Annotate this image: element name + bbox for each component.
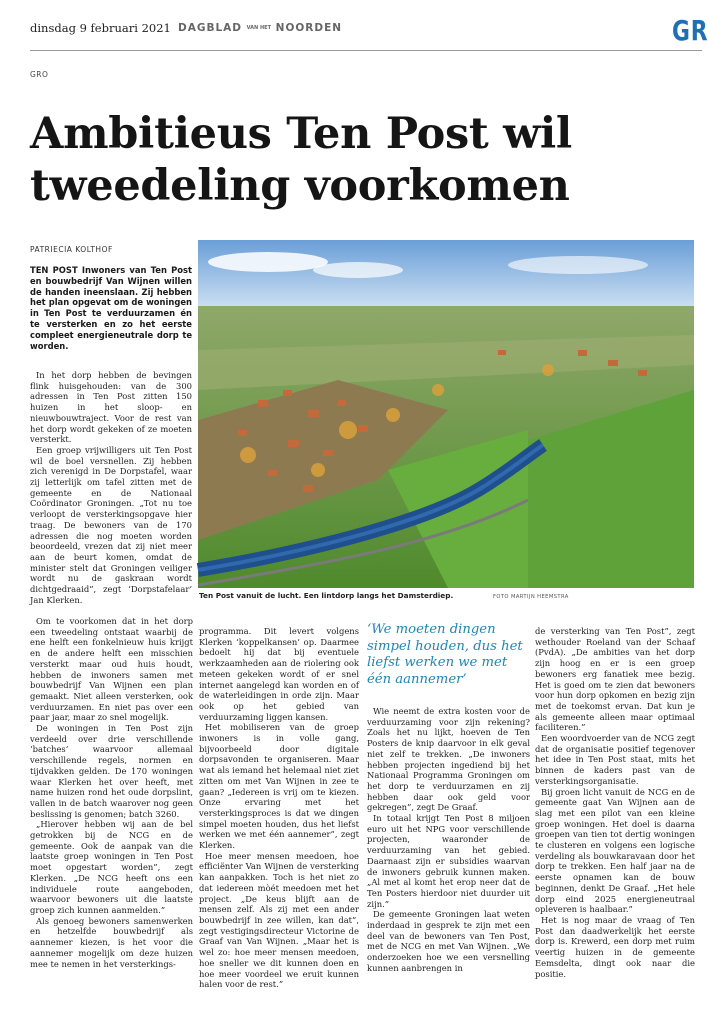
- paragraph: De woningen in Ten Post zijn verdeeld over drie verschillende ‘batches’ waarvoor allemaal verschillende regels, normen en tijdvakken gelden. De 170 woningen waar Klerken het over heeft, met name huizen rond het oude dorpslint, vallen in de batch waarover nog geen beslissing is genomen; batch 3260.: [30, 723, 193, 819]
- aerial-photo: [198, 240, 694, 588]
- paragraph: In totaal krijgt Ten Post 8 miljoen euro uit het NPG voor verschillende projecten, waaronder de verduurzaming van het gebied. Daarnaast zijn er subsidies waarvan de inwoners gebruik kunnen maken. „Al met al komt het erop neer dat de Ten Posters hierdoor niet duurder uit zijn.”: [367, 813, 530, 909]
- photo-caption: Ten Post vanuit de lucht. Een lintdorp langs het Damsterdiep.: [199, 591, 454, 600]
- paragraph: Om te voorkomen dat in het dorp een tweedeling ontstaat waarbij de ene helft een fonkelnieuw huis krijgt en de andere helft een misschien versterkt maar oud huis houdt, hebben de inwoners samen met bouwbedrijf Van Wijnen een plan gemaakt. Niet alleen versterken, ook verduurzamen. En niet pas over een paar jaar, maar zo snel mogelijk.: [30, 616, 193, 723]
- newspaper-name-right: NOORDEN: [275, 22, 343, 34]
- author-byline: PATRIECIA KOLTHOF: [30, 245, 113, 254]
- column-1-bottom: [30, 616, 193, 1016]
- paragraph: In het dorp hebben de bevingen flink huisgehouden: van de 300 adressen in Ten Post zitten 150 huizen in het sloop- en nieuwbouwtraject. Voor de rest van het dorp wordt gekeken of ze moeten versterkt.: [30, 370, 192, 445]
- column-1-top: [30, 370, 192, 620]
- paragraph: de versterking van Ten Post”, zegt wethouder Roeland van der Schaaf (PvdA). „De ambities van het dorp zijn hoog en er is een groep bewoners erg fanatiek mee bezig. Het is goed om te zien dat bewoners voor hun dorp opkomen en bezig zijn met de toekomst ervan. Dat kun je als gemeente alleen maar optimaal faciliteren.”: [535, 626, 695, 733]
- header-rule: [30, 50, 702, 51]
- newspaper-name-left: DAGBLAD: [178, 22, 242, 34]
- pull-quote: ‘We moeten dingen simpel houden, dus het liefst werken we met één aannemer’: [367, 622, 523, 687]
- column-3: [367, 706, 530, 1016]
- photo-credit: FOTO MARTIJN HEEMSTRA: [493, 594, 569, 600]
- section-label: GRO: [30, 70, 49, 79]
- newspaper-name: [178, 22, 342, 34]
- section-tab: GR: [672, 14, 708, 47]
- paragraph: De gemeente Groningen laat weten inderdaad in gesprek te zijn met een deel van de bewoners van Ten Post, met de NCG en met Van Wijnen. „We onderzoeken hoe we een versnelling kunnen aanbrengen in: [367, 909, 530, 973]
- headline-line-2: tweedeling voorkomen: [30, 161, 570, 211]
- paragraph: Een groep vrijwilligers uit Ten Post wil de boel versnellen. Zij hebben zich verenigd in De Dorpstafel, waar zij letterlijk om tafel zitten met de gemeente en de Nationaal Coördinator Groningen. „Tot nu toe verloopt de versterkingsopgave hier traag. De bewoners van de 170 adressen die nog moeten worden beoordeeld, vrezen dat zij niet meer aan de beurt komen, omdat de minister stelt dat Groningen veiliger wordt nu de gaskraan wordt dichtgedraaid”, zegt ‘Dorpstafelaar’ Jan Klerken.: [30, 444, 192, 605]
- paragraph: Hoe meer mensen meedoen, hoe efficiënter Van Wijnen de versterking kan aanpakken. Toch is het niet zo dat iedereen mòét meedoen met het project. „De keus blijft aan de mensen zelf. Als zij met een ander bouwbedrijf in zee willen, kan dat”, zegt vestigingsdirecteur Victorine de Graaf van Van Wijnen. „Maar het is wel zo: hoe meer mensen meedoen, hoe sneller we dit kunnen doen en hoe meer voordeel we eruit kunnen halen voor de rest.”: [199, 850, 359, 990]
- paragraph: Het mobiliseren van de groep inwoners is in volle gang, bijvoorbeeld door digitale dorpsavonden te organiseren. Maar wat als iemand het helemaal niet ziet zitten om met Van Wijnen in zee te gaan? „Iedereen is vrij om te kiezen. Onze ervaring met het versterkingsproces is dat we dingen simpel moeten houden, dus het liefst werken we met één aannemer”, zegt Klerken.: [199, 722, 359, 851]
- paragraph: Bij groen licht vanuit de NCG en de gemeente gaat Van Wijnen aan de slag met een pilot van een kleine groep woningen. Het doel is daarna groepen van tien tot dertig woningen te clusteren en volgens een logische verdeling als bouwkaravaan door het dorp te trekken. Een half jaar na de eerste opnamen kan de bouw beginnen, denkt De Graaf. „Het hele dorp eind 2025 energieneutraal opleveren is haalbaar.”: [535, 786, 695, 915]
- paragraph: programma. Dit levert volgens Klerken ‘koppelkansen’ op. Daarmee bedoelt hij dat bij eventuele werkzaamheden aan de riolering ook meteen gekeken wordt of er snel internet aangelegd kan worden en of de waterleidingen in orde zijn. Maar ook op het gebied van verduurzaming liggen kansen.: [199, 626, 359, 722]
- aerial-photo-image: [198, 240, 694, 588]
- masthead: [30, 14, 708, 47]
- paragraph: Een woordvoerder van de NCG zegt dat de organisatie positief tegenover het idee in Ten Post staat, mits het binnen de kaders past van de versterkingsorganisatie.: [535, 733, 695, 786]
- column-4: [535, 626, 695, 1016]
- column-2: [199, 626, 359, 1016]
- paragraph: „Hierover hebben wij aan de bel getrokken bij de NCG en de gemeente. Ook de aanpak van die laatste groep woningen in Ten Post moet opgestart worden”, zegt Klerken. „De NCG heeft ons een individuele route aangeboden, waarvoor bewoners uit die laatste groep zich kunnen aanmelden.”: [30, 819, 193, 915]
- newspaper-name-mid: VAN HET: [246, 25, 271, 31]
- paragraph: Als genoeg bewoners samenwerken en hetzelfde bouwbedrijf als aannemer kiezen, is het voor die aannemer mogelijk om deze huizen mee te nemen in het versterkings-: [30, 915, 193, 969]
- paragraph: Het is nog maar de vraag of Ten Post dan daadwerkelijk het eerste dorp is. Krewerd, een dorp met ruim veertig huizen in de gemeente Eemsdelta, dingt ook naar die positie.: [535, 914, 695, 979]
- headline-line-1: Ambitieus Ten Post wil: [30, 109, 572, 159]
- issue-date: dinsdag 9 februari 2021: [30, 21, 171, 35]
- lead-paragraph: TEN POST Inwoners van Ten Post en bouwbedrijf Van Wijnen willen de handen ineenslaan. Zij hebben het plan opgevat om de woningen in Ten Post te verduurzamen én te versterken en zo het eerste compleet energieneutrale dorp te worden.: [30, 265, 192, 351]
- paragraph: Wie neemt de extra kosten voor de verduurzaming voor zijn rekening? Zoals het nu lijkt, hoeven de Ten Posters de knip daarvoor in elk geval niet zelf te trekken. „De inwoners hebben projecten ingediend bij het Nationaal Programma Groningen om het dorp te verduurzamen en zij hebben daar ook geld voor gekregen”, zegt De Graaf.: [367, 706, 530, 813]
- headline: [30, 108, 690, 212]
